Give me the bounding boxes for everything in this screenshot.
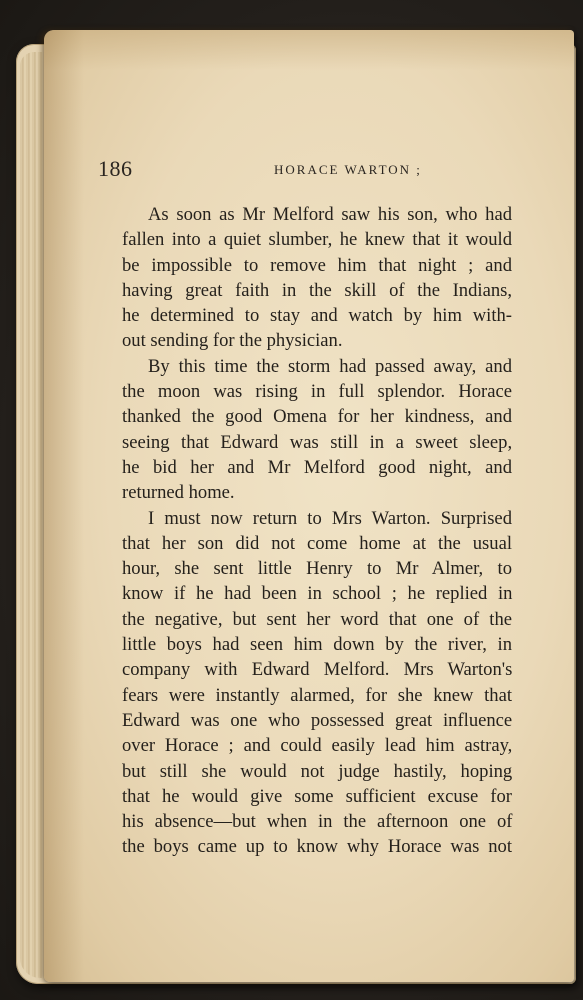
text-line: be impossible to remove him that night ; and xyxy=(122,254,512,276)
text-line: returned home. xyxy=(122,482,235,504)
paragraph-3 xyxy=(98,506,512,860)
paragraph-2 xyxy=(98,354,512,506)
text-line: he determined to stay and watch by him with- xyxy=(122,305,512,327)
text-line: but still she would not judge hastily, hoping xyxy=(122,760,513,782)
text-line: his absence—but when in the afternoon one of xyxy=(122,811,513,833)
text-line: As soon as Mr Melford saw his son, who had xyxy=(148,204,512,225)
text-line: hour, she sent little Henry to Mr Almer, to xyxy=(122,558,512,580)
text-line: know if he had been in school ; he replied in xyxy=(122,583,513,605)
text-line: I must now return to Mrs Warton. Surprised xyxy=(148,507,512,529)
text-line: that he would give some sufficient excuse for xyxy=(122,785,512,807)
text-line: the moon was rising in full splendor. Horace xyxy=(122,381,512,403)
running-head xyxy=(98,156,518,186)
text-line: company with Edward Melford. Mrs Warton's xyxy=(122,659,513,681)
text-line: fears were instantly alarmed, for she knew that xyxy=(122,684,512,706)
text-line: he bid her and Mr Melford good night, and xyxy=(122,456,512,478)
text-line: seeing that Edward was still in a sweet sleep, xyxy=(122,431,513,453)
text-line: Edward was one who possessed great influence xyxy=(122,709,513,731)
text-line: By this time the storm had passed away, and xyxy=(148,355,512,377)
text-line: the negative, but sent her word that one of the xyxy=(122,608,512,630)
text-line: having great faith in the skill of the Indians, xyxy=(122,279,512,301)
text-line: little boys had seen him down by the river, in xyxy=(122,634,512,656)
text-line: thanked the good Omena for her kindness, and xyxy=(122,406,512,428)
text-line: fallen into a quiet slumber, he knew that it would xyxy=(122,229,512,251)
text-line: the boys came up to know why Horace was not xyxy=(122,836,512,858)
text-line: that her son did not come home at the usual xyxy=(122,532,512,554)
page-number: 186 xyxy=(98,156,133,181)
body-text xyxy=(98,202,512,860)
paragraph-1 xyxy=(98,202,512,354)
text-line: over Horace ; and could easily lead him astray, xyxy=(122,735,513,757)
text-line: out sending for the physician. xyxy=(122,330,343,352)
running-head-title: HORACE WARTON ; xyxy=(274,162,422,177)
